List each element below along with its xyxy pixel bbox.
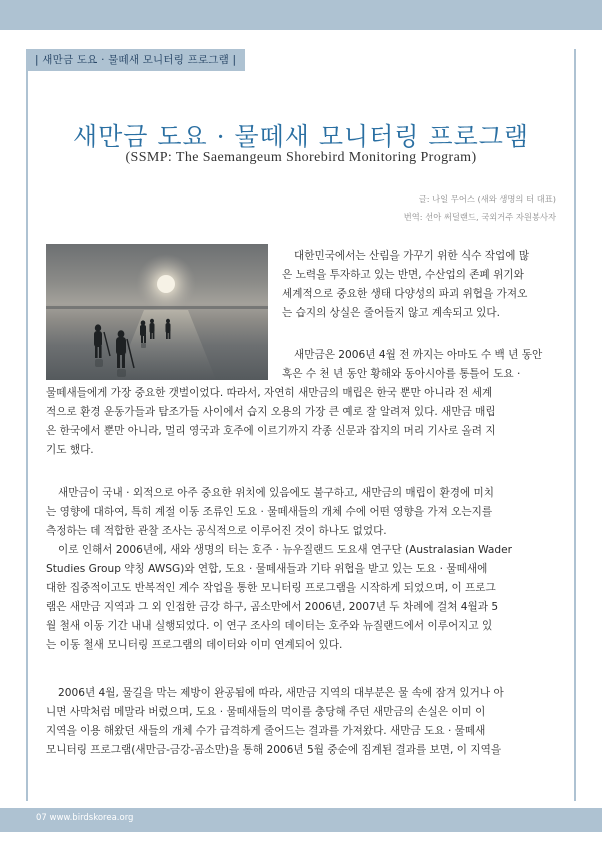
paragraph-2-continued	[46, 384, 556, 460]
text-line: 램은 새만금 지역과 그 외 인접한 금강 하구, 곰소만에서 2006년, 2007년 두 차례에 걸쳐 4월과 5	[46, 601, 499, 614]
text-line: Studies Group 약칭 AWSG)와 연합, 도요 · 물떼새들과 기타 위협을 받고 있는 도요 · 물떼새에	[46, 563, 488, 576]
text-line: 대한 집중적이고도 반복적인 계수 작업을 통한 모니터링 프로그램을 시작하게 되었으며, 이 프로그	[46, 582, 496, 595]
paragraph-3	[46, 484, 556, 541]
text-line: 기도 했다.	[46, 444, 94, 457]
sun	[157, 275, 175, 293]
tidal-flat-photo	[46, 244, 268, 380]
text-line: 지역을 이용 해왔던 새들의 개체 수가 급격하게 줄어드는 결과를 가져왔다. 새만금 도요 · 물떼새	[46, 725, 486, 738]
section-label: | 새만금 도요 · 물떼새 모니터링 프로그램 |	[26, 49, 245, 71]
text-line: 모니터링 프로그램(새만금-금강-곰소만)을 통해 2006년 5월 중순에 집계된 결과를 보면, 이 지역을	[46, 744, 502, 757]
text-line: 세계적으로 중요한 생태 다양성의 파괴 위협을 가져오	[282, 288, 528, 301]
text-line: 월 철새 이동 기간 내내 실행되었다. 이 연구 조사의 데이터는 호주와 뉴질랜드에서 이루어지고 있	[46, 620, 493, 633]
paragraph-4	[46, 541, 556, 656]
text-line: 새만금이 국내 · 외적으로 아주 중요한 위치에 있음에도 불구하고, 새만금의 매립이 환경에 미치	[58, 487, 495, 499]
text-line: 2006년 4월, 물길을 막는 제방이 완공됨에 따라, 새만금 지역의 대부분은 물 속에 잠겨 있거나 아	[58, 687, 504, 699]
paragraph-5	[46, 684, 556, 760]
website-link[interactable]: www.birdskorea.org	[49, 813, 134, 823]
paragraph-1	[282, 247, 554, 323]
text-line: 혹은 수 천 년 동안 황해와 동아시아를 통틀어 도요 ·	[282, 368, 521, 381]
text-line: 은 노력을 투자하고 있는 반면, 수산업의 존폐 위기와	[282, 269, 524, 282]
text-line: 측정하는 데 적합한 관찰 조사는 공식적으로 이루어진 것이 하나도 없었다.	[46, 525, 387, 538]
text-line: 은 한국에서 뿐만 아니라, 멀리 영국과 호주에 이르기까지 각종 신문과 잡지의 머리 기사로 올려 지	[46, 425, 496, 438]
text-line: 니면 사막처럼 메말라 버렸으며, 도요 · 물떼새들의 먹이를 충당해 주던 새만금의 손실은 이미 이	[46, 706, 486, 719]
text-line: 는 영향에 대하여, 특히 계절 이동 조류인 도요 · 물떼새들의 개체 수에 어떤 영향을 가져 오는지를	[46, 506, 493, 519]
paragraph-2	[282, 346, 554, 384]
text-line: 새만금은 2006년 4월 전 까지는 아마도 수 백 년 동안	[294, 349, 543, 361]
horizon-line	[46, 306, 268, 309]
article-subtitle: (SSMP: The Saemangeum Shorebird Monitoring Program)	[125, 150, 477, 165]
translator-credit: 번역: 선아 써덜랜드, 국외거주 자원봉사자	[403, 212, 556, 222]
author-credit: 글: 나일 무어스 (새와 생명의 터 대표)	[418, 194, 556, 204]
text-line: 대한민국에서는 산림을 가꾸기 위한 식수 작업에 많	[294, 250, 530, 262]
text-line: 적으로 환경 운동가들과 탐조가들 사이에서 습지 오용의 가장 큰 예로 잘 알려져 있다. 새만금 매립	[46, 406, 496, 419]
text-line: 는 습지의 상실은 줄어들지 않고 계속되고 있다.	[282, 307, 501, 320]
article-title: 새만금 도요 · 물떼새 모니터링 프로그램	[72, 122, 530, 151]
header-band	[0, 0, 602, 30]
text-line: 는 이동 철새 모니터링 프로그램의 데이터와 이미 연계되어 있다.	[46, 639, 343, 652]
text-line: 이로 인해서 2006년에, 새와 생명의 터는 호주 · 뉴우질랜드 도요새 연구단 (Australasian Wader	[58, 544, 513, 556]
page-number: 07	[36, 813, 47, 823]
footer-credit	[36, 813, 133, 823]
photo-illustration	[46, 244, 268, 380]
left-border-rule	[26, 71, 28, 801]
text-line: 물떼새들에게 가장 중요한 갯벌이었다. 따라서, 자연히 새만금의 매립은 한국 뿐만 아니라 전 세계	[46, 387, 493, 399]
sun-reflection	[116, 310, 216, 380]
